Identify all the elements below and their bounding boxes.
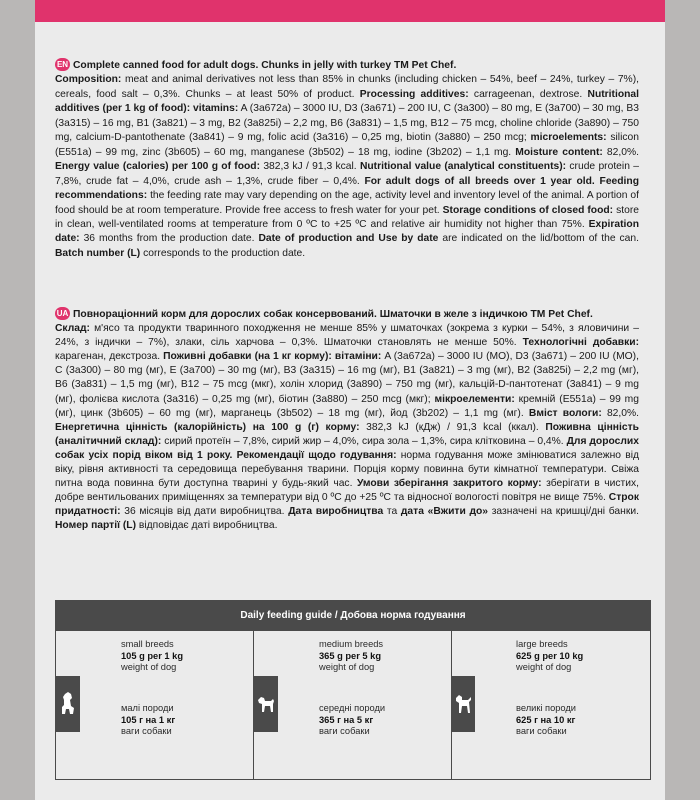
ua-nutritional-label: Поживні добавки (на 1 кг корму): вітаміни: xyxy=(163,351,382,363)
ua-date: зазначені на кришці/дні банки. xyxy=(491,506,639,518)
amount-ua: 625 г на 10 кг xyxy=(516,714,576,725)
en-title: Complete canned food for adult dogs. Chunks in jelly with turkey TM Pet Chef. xyxy=(73,60,457,71)
ua-energy-label: Енергетична цінність (калорійність) на 100 g (г) корму: xyxy=(55,421,360,433)
weight-en: weight of dog xyxy=(516,662,572,672)
en-moisture: 82,0%. xyxy=(606,146,639,158)
en-date: are indicated on the lid/bottom of the can. xyxy=(442,233,639,245)
ua-tech-label: Технологічні добавки: xyxy=(522,337,639,349)
ua-storage: зберігати в чистих, добре вентильованих приміщеннях за температури від 0 ºС до +25 ºС та відносної вологості повітря не вище 75%. xyxy=(55,478,640,504)
en-nutritional: A (3a672a) – 3000 IU, D3 (3a671) – 200 IU, C (3a300) – 80 mg, E (3a700) – 30 mg, B3 (3a315) – 16 mg, B1 (3a821) – 3 mg, B2 (3a825i) – 2,2 mg, B6 (3a831) – 1,5 mg, B12 – 75 mcg, choline chloride (3a890) – 750 mg, calcium-D-pantothenate (3a841) – 9 mg, folic acid (3a316) – 0,25 mg, biotin (3a880) – 250 mcg; xyxy=(55,103,639,144)
en-adult: the feeding rate may vary depending on the age, activity level and inventory level of the animal. A portion of food should be at room temperature. Provide free access to fresh water for your pet. xyxy=(55,190,639,216)
ukrainian-text xyxy=(55,307,639,534)
small-breeds-ua xyxy=(121,703,175,738)
medium-breeds-ua xyxy=(319,703,385,738)
en-micro: silicon (E551a) – 99 mg, zinc (3b605) – 60 mg, manganese (3b502) – 18 mg, iodine (3b202) – 1,1 mg. xyxy=(55,132,639,158)
small-breeds-column xyxy=(56,631,253,779)
en-micro-label: microelements: xyxy=(530,132,607,144)
amount-en: 625 g per 10 kg xyxy=(516,650,584,661)
en-composition-label: Composition: xyxy=(55,74,122,86)
ua-storage-label: Умови зберігання закритого корму: xyxy=(356,478,542,490)
ua-adult-label: Для дорослих собак усіх порід віком від 1 року. Рекомендації щодо годування: xyxy=(55,435,639,461)
en-adult-label: For adult dogs of all breeds over 1 year old. Feeding recommendations: xyxy=(55,175,639,202)
amount-ua: 365 г на 5 кг xyxy=(319,714,374,725)
ua-moisture-label: Вміст вологи: xyxy=(528,407,602,419)
weight-ua: ваги собаки xyxy=(319,726,370,736)
ua-micro-label: мікроелементи: xyxy=(434,393,515,405)
pink-header-bar xyxy=(35,0,665,22)
ua-batch-label: Номер партії (L) xyxy=(55,520,136,532)
en-energy: 382,3 kJ / 91,3 kcal. xyxy=(263,161,357,173)
feeding-guide-body xyxy=(55,631,651,780)
ua-analytical-label: Поживна цінність (аналітичний склад): xyxy=(55,421,639,447)
en-nutritional-label: Nutritional additives (per 1 kg of food): vitamins: xyxy=(55,88,639,115)
ua-title: Повнораціонний корм для дорослих собак консервований. Шматочки в желе з індичкою TM Pet Chef. xyxy=(73,309,593,320)
amount-ua: 105 г на 1 кг xyxy=(121,714,176,725)
amount-en: 105 g per 1 kg xyxy=(121,650,184,661)
en-storage-label: Storage conditions of closed food: xyxy=(442,204,614,216)
en-batch: corresponds to the production date. xyxy=(143,247,306,259)
breed-en: large breeds xyxy=(516,639,568,649)
en-batch-label: Batch number (L) xyxy=(55,247,141,259)
ua-date-and: та xyxy=(386,506,398,518)
ua-adult: норма годування може змінюватися залежно від віку, рівня активності та середовища перебування тварини. Порція корму повинна бути кімнатної температури. Свіжа питна вода повинна бути доступна тварині у будь-який час. xyxy=(55,449,639,490)
en-language-badge: EN xyxy=(56,60,69,69)
en-energy-label: Energy value (calories) per 100 g of food: xyxy=(55,161,261,173)
small-breeds-en xyxy=(121,639,183,674)
feeding-guide xyxy=(55,600,651,780)
ua-composition-label: Склад: xyxy=(55,323,90,335)
label-panel xyxy=(35,0,665,800)
breed-ua: великі породи xyxy=(516,703,576,713)
large-dog-icon xyxy=(454,692,472,714)
en-processing: carrageenan, dextrose. xyxy=(473,88,583,100)
large-breeds-en xyxy=(516,639,583,674)
dog-icon-box xyxy=(254,676,278,732)
ukrainian-section xyxy=(55,307,639,534)
weight-en: weight of dog xyxy=(319,662,375,672)
amount-en: 365 g per 5 kg xyxy=(319,650,382,661)
medium-breeds-column xyxy=(253,631,452,779)
en-analytical-label: Nutritional value (analytical constituents): xyxy=(359,161,567,173)
en-storage: store in clean, well-ventilated rooms at temperature from 0 ºC to +25 ºC and relative air humidity not higher than 75%. xyxy=(55,204,639,230)
ua-composition: м'ясо та продукти тваринного походження не менше 85% у шматочках (зокрема з курки – 54%, з яловичини – 24%, з індички – 7%), злаки, сіль харчова – 0,3%. Шматочки становлять не менше 50%. xyxy=(55,323,639,349)
ua-analytical: сирий протеїн – 7,8%, сирий жир – 4,0%, сира зола – 1,3%, сира клітковина – 0,4%. xyxy=(164,435,564,447)
en-expiration-label: Expiration date: xyxy=(55,218,639,245)
ua-moisture: 82,0%. xyxy=(606,407,640,419)
breed-ua: середні породи xyxy=(319,703,386,713)
large-breeds-ua xyxy=(516,703,576,738)
en-expiration: 36 months from the production date. xyxy=(83,233,255,245)
dog-icon-box xyxy=(451,676,475,732)
weight-en: weight of dog xyxy=(121,662,177,672)
en-moisture-label: Moisture content: xyxy=(515,146,603,158)
ua-tech: карагенан, декстроза. xyxy=(55,351,161,363)
ua-date-label: Дата виробництва xyxy=(288,506,384,518)
english-section xyxy=(55,58,639,261)
ua-micro: кремній (E551a) – 99 mg (мг), цинк (3b605) – 60 mg (мг), марганець (3b502) – 18 mg (мг), йод (3b202) – 1,1 mg (мг). xyxy=(55,393,639,419)
english-text xyxy=(55,58,639,261)
ua-batch: відповідає даті виробництва. xyxy=(138,520,278,532)
ua-energy: 382,3 kJ (кДж) / 91,3 kcal (ккал). xyxy=(366,421,539,433)
large-breeds-column xyxy=(451,631,648,779)
dog-icon-box xyxy=(56,676,80,732)
breed-ua: малі породи xyxy=(121,703,174,713)
ua-language-badge: UA xyxy=(56,309,69,318)
weight-ua: ваги собаки xyxy=(516,726,567,736)
breed-en: small breeds xyxy=(121,639,174,649)
small-dog-icon xyxy=(59,692,77,714)
ua-nutritional: A (3a672a) – 3000 IU (МО), D3 (3a671) – 200 IU (МО), C (3a300) – 80 mg (мг), E (3a700) – 30 mg (мг), B3 (3a315) – 16 mg (мг), B1 (3a821) – 3 mg (мг), B2 (3a825i) – 2,2 mg (мг), B6 (3a831) – 1,5 mg (мг), B12 – 75 mcg (мкг), холін хлорид (3a890) – 750 mg (мг), кальцій-D-пантотенат (3a841) – 9 mg (мг), фолієва кислота (3a316) – 0,25 mg (мг), біотин (3a880) – 250 mcg (мкг); xyxy=(55,351,639,405)
ua-shelf-label: Строк придатності: xyxy=(55,492,639,518)
en-date-label: Date of production and Use by date xyxy=(258,233,439,245)
ua-shelf: 36 місяців від дати виробництва. xyxy=(124,506,285,518)
breed-en: medium breeds xyxy=(319,639,384,649)
medium-dog-icon xyxy=(257,692,275,714)
en-analytical: crude protein – 7,8%, crude fat – 4,0%, crude ash – 1,3%, crude fiber – 0,4%. xyxy=(55,161,639,187)
feeding-guide-title: Daily feeding guide / Добова норма годування xyxy=(55,600,651,631)
en-composition: meat and animal derivatives not less than 85% in chunks (including chicken – 54%, beef – 24%, turkey – 7%), cereals, food salt – 0,3%. Chunks – at least 50% of product. xyxy=(55,74,639,100)
weight-ua: ваги собаки xyxy=(121,726,172,736)
en-processing-label: Processing additives: xyxy=(359,88,469,100)
ua-date-label2: дата «Вжити до» xyxy=(400,506,489,518)
medium-breeds-en xyxy=(319,639,383,674)
